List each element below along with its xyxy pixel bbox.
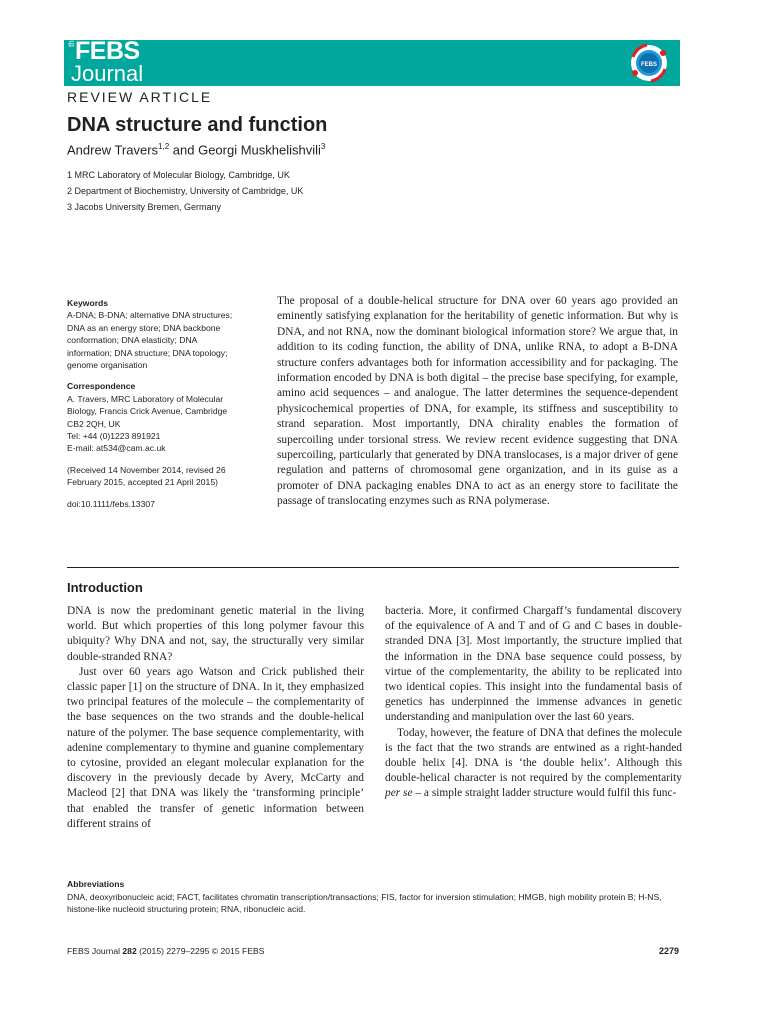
abbreviations bbox=[67, 878, 679, 916]
abbreviations-heading: Abbreviations bbox=[67, 879, 125, 889]
section-divider bbox=[67, 567, 679, 568]
correspondence-line: CB2 2QH, UK bbox=[67, 418, 121, 429]
logo-journal: Journal bbox=[71, 61, 144, 86]
paragraph: Just over 60 years ago Watson and Crick published their classic paper [1] on the structure of DNA. In it, they emphasized two principal features of the molecule – the complementarity of the base sequences on the two strands and the double-helical nature of the polymer. The base sequence complementarity, with adenine complementary to thymine and guanine complementary to cytosine, provided an elegant molecular explanation for the discovery in the previously decade by Avery, McCarty and Macleod [2] that DNA was likely the ‘transforming principle’ that enabled the transfer of genetic information between different strains of bbox=[67, 665, 364, 830]
paragraph: bacteria. More, it confirmed Chargaff’s fundamental discovery of the equivalence of A and T and of G and C bases in double-stranded DNA [3]. Most importantly, the structure implied that the information in the DNA base sequence could possess, by virtue of the complementarity, the ability to be replicated into two identical copies. This insight into the fundamental basis of genetics has underpinned the immense advances in genetic understanding and manipulation over the last 60 years. bbox=[385, 605, 682, 724]
journal-logo bbox=[67, 35, 207, 87]
footer-volume: 282 bbox=[122, 946, 137, 956]
received-dates: February 2015, accepted 21 April 2015) bbox=[67, 477, 218, 488]
affiliation: 2 Department of Biochemistry, University of Cambridge, UK bbox=[67, 186, 304, 196]
emphasis-text: per se bbox=[385, 787, 413, 800]
author-1: Andrew Travers bbox=[67, 142, 159, 158]
body-column-left bbox=[67, 604, 364, 832]
article-type: REVIEW ARTICLE bbox=[67, 89, 213, 105]
affiliation: 1 MRC Laboratory of Molecular Biology, Cambridge, UK bbox=[67, 170, 290, 180]
footer-journal: FEBS Journal bbox=[67, 946, 123, 956]
correspondence-line: Tel: +44 (0)1223 891921 bbox=[67, 431, 161, 442]
introduction-heading: Introduction bbox=[67, 580, 143, 595]
keywords-line: conformation; DNA elasticity; DNA bbox=[67, 335, 198, 346]
logo-the: the bbox=[67, 35, 76, 47]
paragraph-text: – a simple straight ladder structure would fulfil this func- bbox=[412, 787, 677, 800]
correspondence-line: A. Travers, MRC Laboratory of Molecular bbox=[67, 393, 224, 404]
footer-citation bbox=[67, 946, 264, 956]
received-dates: (Received 14 November 2014, revised 26 bbox=[67, 464, 226, 475]
author-2-affil: 3 bbox=[320, 142, 326, 151]
paragraph: DNA is now the predominant genetic material in the living world. But which properties of this long polymer favour this ubiquity? Why DNA and not, say, the structurally very similar double-stranded RNA? bbox=[67, 605, 364, 663]
keywords-heading: Keywords bbox=[67, 298, 109, 308]
footer-pages: (2015) 2279–2295 © 2015 FEBS bbox=[136, 946, 265, 956]
emblem-label: FEBS bbox=[640, 62, 658, 68]
affiliations bbox=[67, 167, 303, 215]
doi-link[interactable]: doi:10.1111/febs.13307 bbox=[67, 498, 155, 509]
correspondence-heading: Correspondence bbox=[67, 381, 136, 392]
affiliation: 3 Jacobs University Bremen, Germany bbox=[67, 202, 222, 212]
article-sidebar bbox=[67, 297, 267, 510]
keywords-line: A-DNA; B-DNA; alternative DNA structures; bbox=[67, 310, 233, 321]
author-joiner: and bbox=[169, 142, 199, 158]
correspondence-email[interactable]: E-mail: at534@cam.ac.uk bbox=[67, 443, 166, 454]
febs-emblem-icon bbox=[627, 41, 671, 85]
logo-febs: FEBS bbox=[75, 37, 140, 65]
page-footer bbox=[67, 946, 679, 956]
author-list bbox=[67, 142, 325, 157]
page-number: 2279 bbox=[658, 946, 679, 956]
keywords-line: information; DNA structure; DNA topology; bbox=[67, 347, 228, 358]
author-2: Georgi Muskhelishvili bbox=[198, 142, 321, 158]
paragraph bbox=[385, 726, 682, 802]
correspondence-line: Biology, Francis Crick Avenue, Cambridge bbox=[67, 406, 228, 417]
paragraph-text: Today, however, the feature of DNA that defines the molecule is the fact that the two strands are entwined as a right-handed double helix [4]. DNA is ‘the double helix’. Although this double-helical character is not required by the complementarity bbox=[385, 726, 682, 785]
keywords-line: DNA as an energy store; DNA backbone bbox=[67, 322, 221, 333]
abbreviations-text: DNA, deoxyribonucleic acid; FACT, facilitates chromatin transcription/transactions; FIS, factor for inversion stimulation; HMGB, high mobility protein B; H-NS, histone-like nucleoid structuring protein; RNA, ribonucleic acid. bbox=[67, 891, 662, 914]
author-1-affil: 1,2 bbox=[158, 142, 170, 151]
abstract: The proposal of a double-helical structure for DNA over 60 years ago provided an eminently satisfying explanation for the heritability of genetic information. But why is DNA, and not RNA, now the dominant biological information store? We argue that, in addition to its coding function, the ability of DNA, unlike RNA, to adopt a B-DNA structure confers advantages both for information accessibility and for packaging. The information encoded by DNA is both digital – the precise base specifying, for example, amino acid sequences – and analogue. The latter determines the sequence-dependent physicochemical properties of DNA, for example, its stiffness and susceptibility to strand separation. Most importantly, DNA chirality enables the formation of supercoiling under torsional stress. We review recent evidence suggesting that DNA supercoiling, particularly that generated by DNA translocases, is a major driver of gene regulation and patterns of chromosomal gene organization, and in its guise as a promoter of DNA packaging enables DNA to act as an energy store to facilitate the passage of translocating enzymes such as RNA polymerase. bbox=[277, 295, 678, 508]
body-column-right bbox=[385, 604, 682, 802]
keywords-line: genome organisation bbox=[67, 360, 148, 371]
article-title: DNA structure and function bbox=[67, 114, 328, 136]
